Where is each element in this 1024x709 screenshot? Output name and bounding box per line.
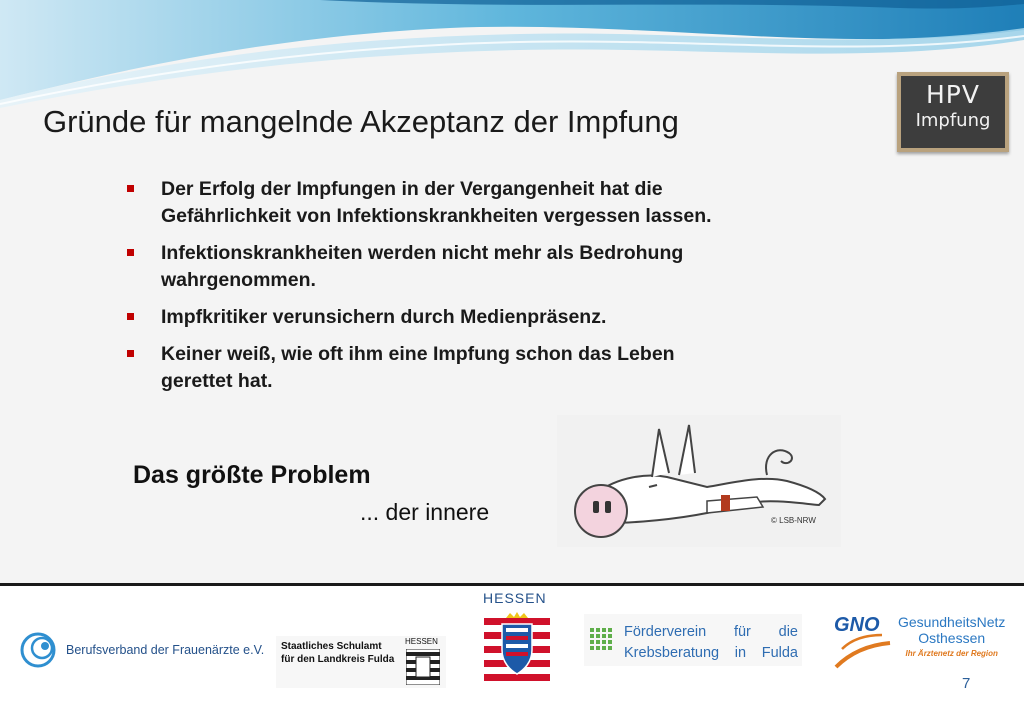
badge-line-2: Impfung: [915, 110, 991, 131]
pig-cartoon-image: [557, 415, 841, 547]
bullet-square-icon: [127, 185, 134, 192]
bullet-square-icon: [127, 313, 134, 320]
reasons-list: [125, 176, 715, 405]
schulamt-hessen-label: HESSEN: [405, 637, 438, 646]
cartoon-credit: © LSB-NRW: [771, 516, 816, 525]
hessen-striped-crest-icon: [406, 649, 440, 685]
gesundheitsnetz-tagline: Ihr Ärztenetz der Region: [905, 649, 998, 658]
foerderverein-line-2: Krebsberatung in Fulda: [624, 645, 798, 661]
list-item: [125, 240, 715, 294]
hpv-impfung-badge: [897, 72, 1009, 152]
berufsverband-name: Berufsverband der Frauenärzte e.V.: [66, 643, 265, 657]
bullet-square-icon: [127, 350, 134, 357]
hessen-coat-of-arms-icon: [484, 612, 550, 684]
list-item: [125, 304, 715, 331]
schulamt-line-1: Staatliches Schulamt: [281, 641, 382, 652]
header-wave-decoration: [0, 0, 1024, 110]
bullet-square-icon: [127, 249, 134, 256]
list-item: [125, 341, 715, 395]
problem-heading: Das größte Problem: [133, 461, 371, 489]
bullet-text: Infektionskrankheiten werden nicht mehr als Bedrohung wahrgenommen.: [161, 242, 684, 291]
gno-logo-icon: [830, 609, 896, 671]
list-item: [125, 176, 715, 230]
schulamt-name: [281, 640, 394, 666]
foerderverein-name: [624, 622, 798, 664]
page-number: 7: [962, 675, 971, 692]
problem-subline: ... der innere: [360, 499, 490, 525]
gesundheitsnetz-line-1: GesundheitsNetz: [898, 614, 1006, 630]
foerderverein-line-1: Förderverein für die: [624, 624, 798, 640]
bullet-text: Keiner weiß, wie oft ihm eine Impfung schon das Leben gerettet hat.: [161, 343, 675, 392]
badge-line-1: HPV: [926, 80, 980, 109]
gesundheitsnetz-line-2: Osthessen: [918, 630, 986, 646]
bullet-text: Impfkritiker verunsichern durch Medienpräsenz.: [161, 306, 607, 328]
gesundheitsnetz-name: [898, 614, 1005, 662]
bullet-text: Der Erfolg der Impfungen in der Vergangenheit hat die Gefährlichkeit von Infektionskrankheiten vergessen lassen.: [161, 178, 712, 227]
gno-text: GNO: [834, 614, 880, 636]
schulamt-line-2: für den Landkreis Fulda: [281, 654, 395, 665]
hessen-label: HESSEN: [483, 590, 547, 606]
slide-title: Gründe für mangelnde Akzeptanz der Impfung: [43, 104, 679, 139]
foerderverein-dots-icon: [590, 628, 612, 650]
